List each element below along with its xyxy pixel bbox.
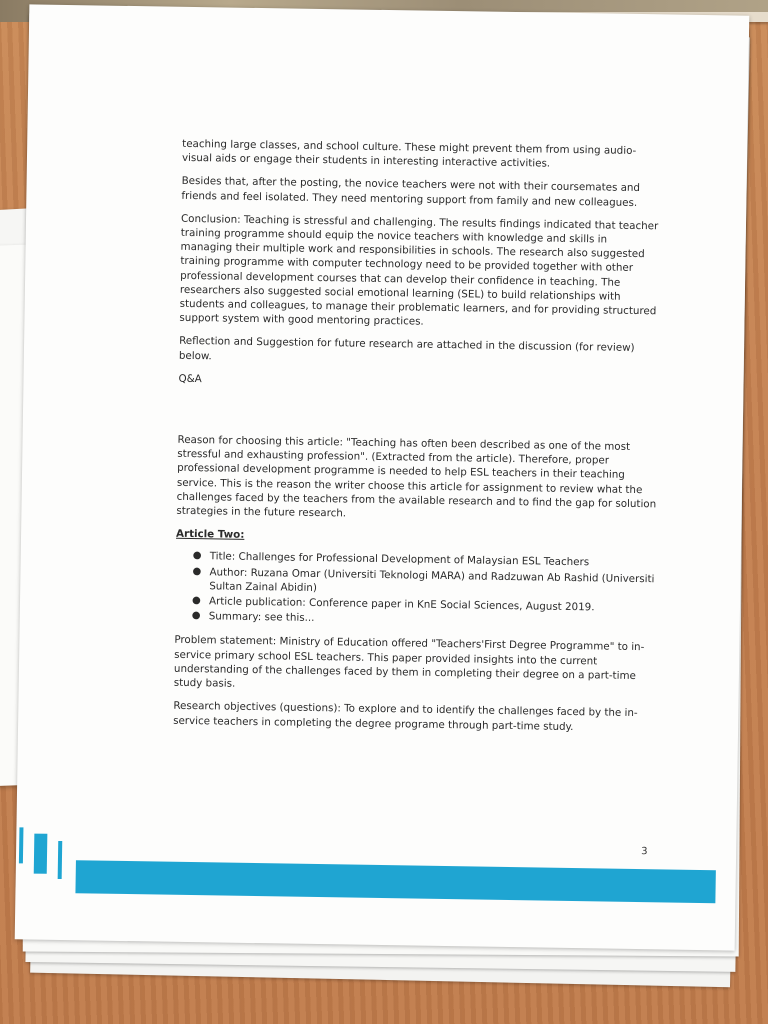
paragraph-isolation: Besides that, after the posting, the novice teachers were not with their coursemates and friends and feel isolated. They need mentoring support from family and new colleagues. <box>181 175 641 209</box>
paragraph-challenges: teaching large classes, and school culture. These might prevent them from using audio-visual aids or engage their students in interesting interactive activities. <box>181 137 637 170</box>
article-details-list <box>175 549 656 631</box>
bullet-icon: ● <box>191 610 201 622</box>
list-item-text: Article publication: Conference paper in KnE Social Sciences, August 2019. <box>208 595 595 614</box>
paragraph-conclusion: Conclusion: Teaching is stressful and challenging. The results findings indicated that teacher training programme should equip the novice teachers with knowledge and skills in managing their multiple work and responsibilities in schools. The research also suggested training programme with computer technology need to be provided together with other professional development courses that can develop their confidence in teaching. The researchers also suggested social emotional learning (SEL) to build relationships with students and colleagues, to manage their problematic learners, and for providing structured support system with good mentoring practices. <box>179 212 659 328</box>
page-content <box>173 137 662 744</box>
bullet-icon: ● <box>191 595 201 607</box>
footer-accent-stripe <box>19 827 24 863</box>
paragraph-problem-statement: Problem statement: Ministry of Education offered "Teachers'First Degree Programme" to in-service primary school ESL teachers. This paper provided insights into the current understanding of the challenges faced by them in completing their degree on a part-time study basis. <box>173 634 645 690</box>
list-item-text: Title: Challenges for Professional Development of Malaysian ESL Teachers <box>209 550 590 569</box>
footer-accent-stripe <box>34 834 48 874</box>
page-number: 3 <box>641 846 648 858</box>
document-page <box>15 4 750 950</box>
footer-accent-bar <box>75 860 715 903</box>
paragraph-reason: Reason for choosing this article: "Teaching has often been described as one of the most stressful and exhausting profession". (Extracted from the article). Therefore, proper professional development programme is needed to help ESL teachers in their teaching service. This is the reason the writer choose this article for assignment to review what the challenges faced by the teachers from the available research and to find the gap for solution strategies in the future research. <box>176 433 657 520</box>
list-item-text: Author: Ruzana Omar (Universiti Teknologi MARA) and Radzuwan Ab Rashid (Universiti Sultan Zainal Abidin) <box>209 565 655 594</box>
article-two-heading: Article Two: <box>175 528 245 542</box>
bullet-icon: ● <box>192 565 202 577</box>
qa-label: Q&A <box>178 372 202 385</box>
list-item-text: Summary: see this... <box>208 610 315 625</box>
paragraph-reflection: Reflection and Suggestion for future research are attached in the discussion (for review) below. <box>178 335 635 362</box>
footer-accent-stripe <box>58 841 63 879</box>
bullet-icon: ● <box>192 550 202 562</box>
paragraph-research-objectives: Research objectives (questions): To explore and to identify the challenges faced by the in-service teachers in completing the degree programe through part-time study. <box>173 700 638 733</box>
